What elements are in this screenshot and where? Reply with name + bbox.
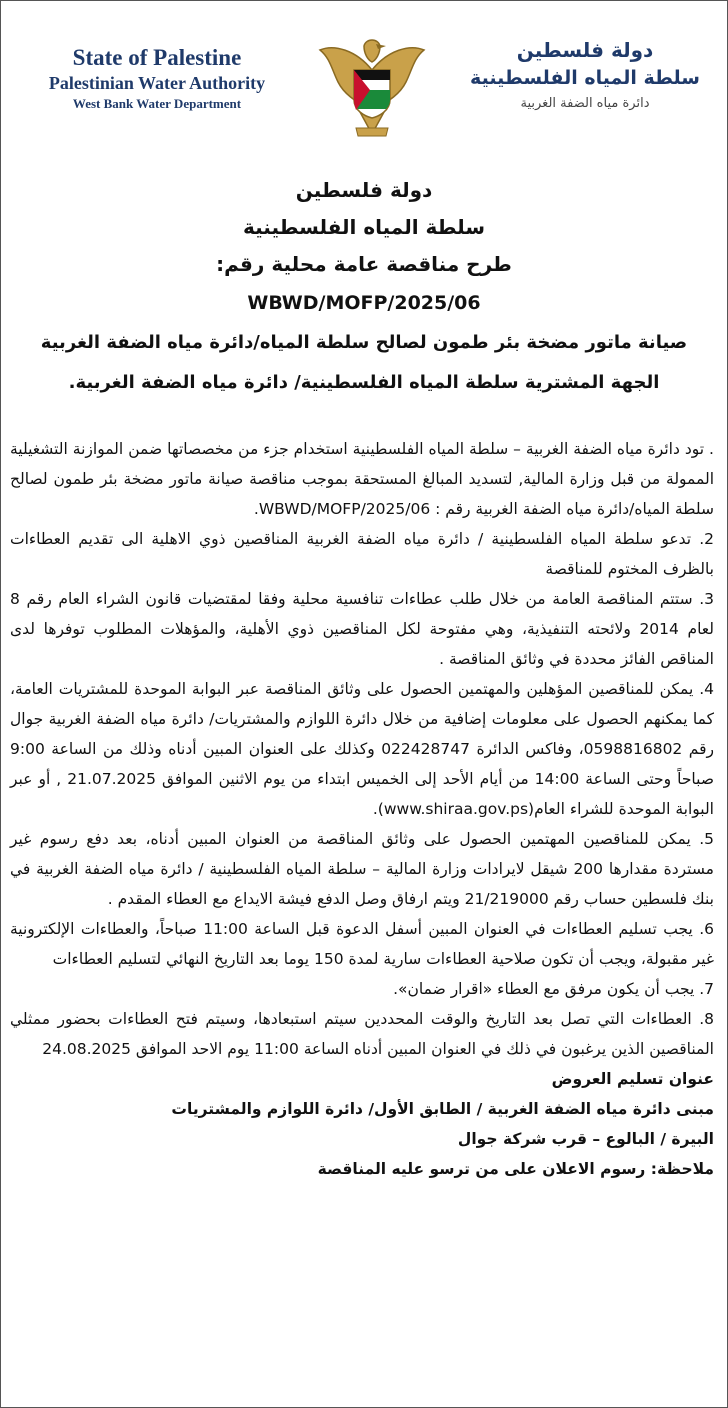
advert-fee-note: ملاحظة: رسوم الاعلان على من ترسو عليه المناقصة: [317, 1160, 714, 1178]
tender-reference-number: WBWD/MOFP/2025/06: [247, 292, 481, 314]
clause-1: . تود دائرة مياه الضفة الغربية – سلطة المياه الفلسطينية استخدام جزء من مخصصاتها ضمن الموازنة التشغيلية الممولة من قبل وزارة المالية, لتسديد المبالغ المستحقة بموجب مناقصة صيانة ماتور مضخة بئر طمون لصالح سلطة المياه/دائرة مياه الضفة الغربية رقم : WBWD/MOFP/2025/06.: [10, 440, 714, 518]
header-en-authority: Palestinian Water Authority: [48, 73, 266, 93]
flag-shield-icon: [354, 70, 390, 118]
clause-2: 2. تدعو سلطة المياه الفلسطينية / دائرة مياه الضفة الغربية المناقصين ذوي الاهلية الى تقديم العطاءات بالظرف المختوم للمناقصة: [10, 530, 714, 578]
header-ar-state: دولة فلسطين: [516, 38, 654, 62]
header-ar-authority: سلطة المياه الفلسطينية: [470, 67, 700, 89]
title-authority: سلطة المياه الفلسطينية: [242, 215, 485, 239]
address-heading: عنوان تسليم العروض: [551, 1070, 714, 1088]
tender-body: [10, 434, 714, 1184]
header-arabic: [470, 36, 700, 116]
clause-4: 4. يمكن للمناقصين المؤهلين والمهتمين الحصول على وثائق المناقصة عبر البوابة الموحدة للمشتريات العامة، كما يمكنهم الحصول على معلومات إضافية من خلال دائرة اللوازم والمشتريات/ دائرة مياه الضفة الغربية جوال رقم 0598816802، وفاكس الدائرة 022428747 وكذلك على العنوان المبين أدناه وذلك من الساعة 9:00 صباحاً وحتى الساعة 14:00 من أيام الأحد إلى الخميس ابتداء من يوم الاثنين الموافق 21.07.2025 , أو عبر البوابة الموحدة للشراء العام(www.shiraa.gov.ps).: [10, 680, 715, 818]
palestine-eagle-emblem: [316, 30, 428, 142]
tender-title-block: [10, 172, 718, 403]
header-english: [22, 44, 292, 114]
header-ar-department: دائرة مياه الضفة الغربية: [520, 96, 650, 111]
clause-6: 6. يجب تسليم العطاءات في العنوان المبين أسفل الدعوة قبل الساعة 11:00 صباحاً، والعطاءات الإلكترونية غير مقبولة، ويجب أن تكون صلاحية العطاءات سارية لمدة 150 يوما بعد التاريخ النهائي لتسليم العطاءات: [10, 920, 714, 968]
address-line-1: مبنى دائرة مياه الضفة الغربية / الطابق الأول/ دائرة اللوازم والمشتريات: [171, 1100, 714, 1118]
clause-7: 7. يجب أن يكون مرفق مع العطاء «اقرار ضمان».: [393, 980, 714, 998]
header-en-department: West Bank Water Department: [72, 96, 242, 111]
clause-5: 5. يمكن للمناقصين المهتمين الحصول على وثائق المناقصة من العنوان المبين أدناه، بعد دفع رسوم غير مستردة مقدارها 200 شيقل لايرادات وزارة المالية – سلطة المياه الفلسطينية / دائرة مياه الضفة الغربية في بنك فلسطين حساب رقم 21/219000 ويتم ارفاق وصل الدفع فيشة الايداع مع العطاء المقدم .: [10, 830, 714, 908]
address-line-2: البيرة / البالوع – قرب شركة جوال: [457, 1130, 714, 1148]
tender-subject: صيانة ماتور مضخة بئر طمون لصالح سلطة المياه/دائرة مياه الضفة الغربية: [40, 332, 688, 353]
title-state: دولة فلسطين: [295, 178, 433, 202]
title-tender-heading: طرح مناقصة عامة محلية رقم:: [216, 252, 512, 276]
procuring-entity: الجهة المشترية سلطة المياه الفلسطينية/ دائرة مياه الضفة الغربية.: [68, 372, 660, 393]
header-en-state: State of Palestine: [72, 45, 242, 70]
clause-8: 8. العطاءات التي تصل بعد التاريخ والوقت المحددين سيتم استبعادها، وسيتم فتح العطاءات بحضور ممثلي المناقصين الذين يرغبون في ذلك في العنوان المبين أدناه الساعة 11:00 يوم الاحد الموافق 24.08.2025: [10, 1010, 714, 1058]
clause-3: 3. ستتم المناقصة العامة من خلال طلب عطاءات تنافسية محلية وفقا لمقتضيات قانون الشراء العام رقم 8 لعام 2014 ولائحته التنفيذية، وهي مفتوحة لكل المناقصين ذوي الأهلية، والمؤهلات المطلوب توفرها لدى المناقص الفائز محددة في وثائق المناقصة .: [10, 590, 714, 668]
